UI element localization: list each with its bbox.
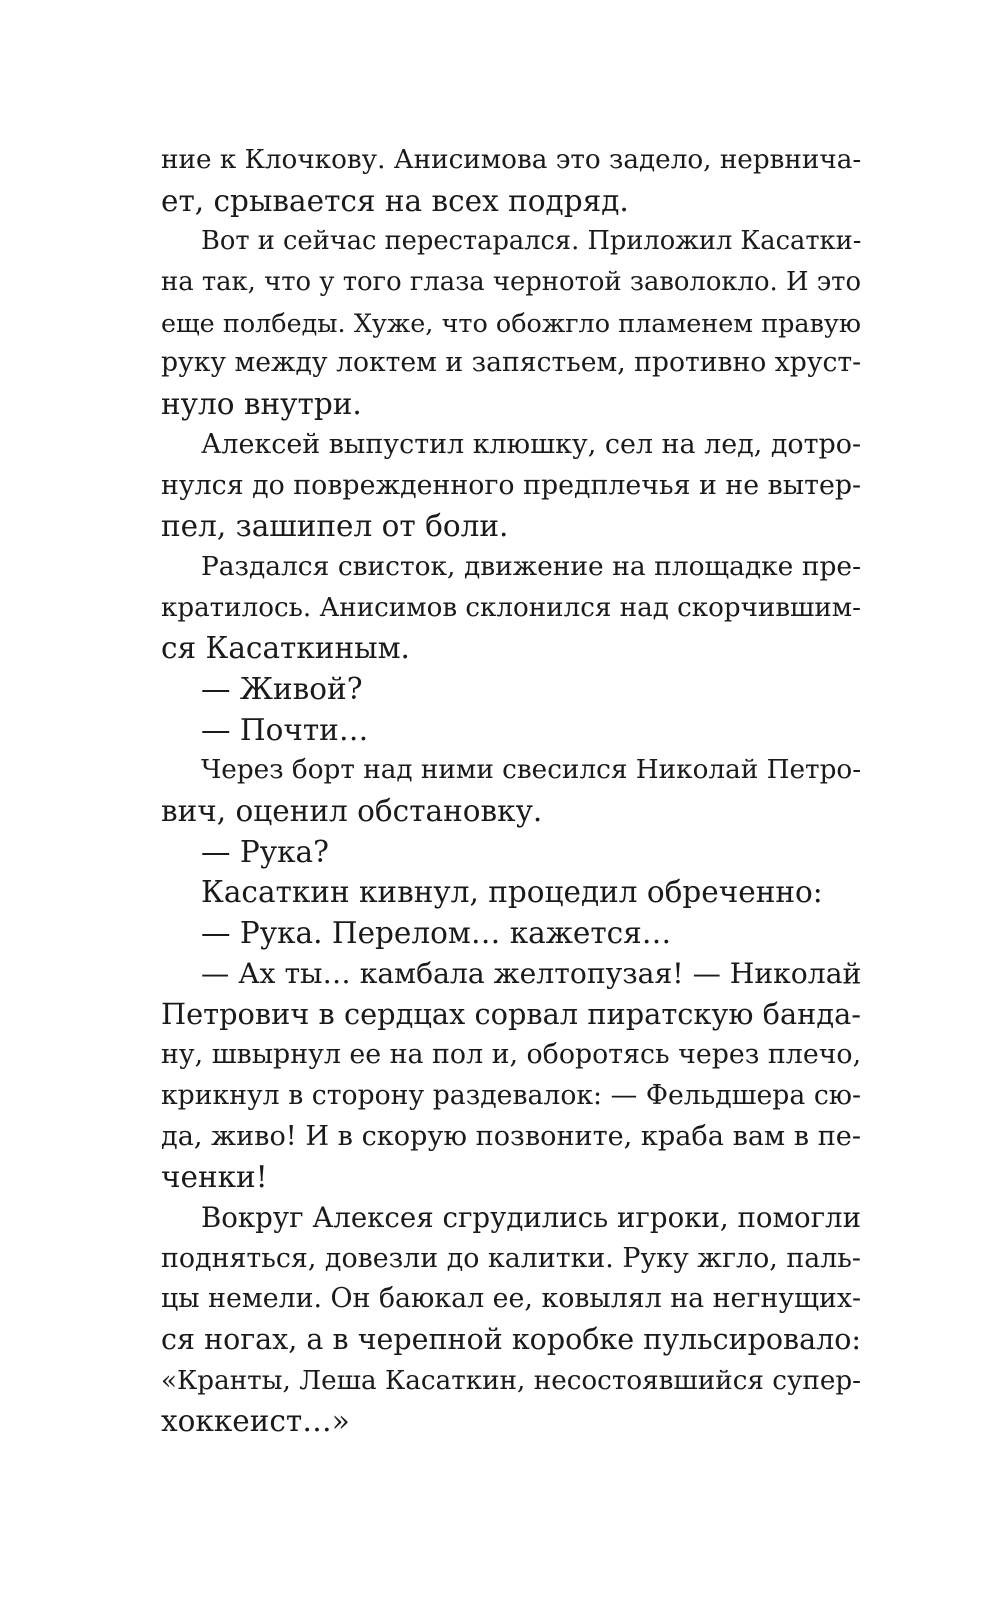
text-line: нулся до поврежденного предплечья и не вытер- (161, 469, 862, 501)
text-line: нуло внутри. (161, 387, 362, 422)
paragraph-first-line: Вокруг Алексея сгрудились игроки, помогли (201, 1200, 861, 1234)
text-line: на так, что у того глаза чернотой заволокло. И это (161, 267, 861, 298)
paragraph-first-line: Вот и сейчас перестарался. Приложил Касатки- (201, 226, 862, 257)
dialogue-line: — Почти… (201, 712, 369, 747)
text-line: Петрович в сердцах сорвал пиратскую банда- (161, 997, 861, 1032)
text-line: вич, оценил обстановку. (161, 794, 543, 828)
text-line: руку между локтем и запястьем, противно хруст- (161, 347, 862, 379)
text-line: ние к Клочкову. Анисимова это задело, нервнича- (161, 145, 862, 175)
text-line: ся Касаткиным. (161, 631, 410, 666)
text-line: крикнул в сторону раздевалок: — Фельдшера сю- (161, 1079, 861, 1111)
dialogue-line: — Ах ты… камбала желтопузая! — Николай (201, 956, 862, 990)
paragraph-first-line: Через борт над ними свесился Николай Петро- (201, 755, 862, 786)
text-line: еще полбеды. Хуже, что обожгло пламенем правую (161, 307, 861, 338)
text-line: цы немели. Он баюкал ее, ковылял на негнущих- (161, 1283, 862, 1315)
body-text (161, 140, 861, 1442)
text-line: ся ногах, а в черепной коробке пульсировало: (161, 1322, 861, 1356)
text-line: ченки! (161, 1160, 268, 1195)
paragraph-first-line: Касаткин кивнул, процедил обреченно: (201, 875, 823, 910)
text-line: подняться, довезли до калитки. Руку жгло, паль- (161, 1242, 861, 1274)
text-line: хоккеист…» (161, 1404, 350, 1439)
text-line: кратилось. Анисимов склонился над скорчившим- (161, 592, 861, 623)
text-line: ет, срывается на всех подряд. (161, 183, 629, 218)
dialogue-line: — Рука. Перелом… кажется… (201, 916, 672, 951)
paragraph-first-line: Раздался свисток, движение на площадке пре- (201, 550, 861, 582)
paragraph-first-line: Алексей выпустил клюшку, сел на лед, дотро- (201, 428, 862, 460)
text-line: пел, зашипел от боли. (161, 509, 509, 544)
text-line: да, живо! И в скорую позвоните, краба вам в пе- (161, 1120, 861, 1152)
dialogue-line: — Рука? (201, 834, 329, 869)
dialogue-line: — Живой? (201, 671, 363, 706)
text-line: «Кранты, Леша Касаткин, несостоявшийся супер- (161, 1365, 861, 1396)
text-line: ну, швырнул ее на пол и, оборотясь через плечо, (161, 1039, 862, 1071)
